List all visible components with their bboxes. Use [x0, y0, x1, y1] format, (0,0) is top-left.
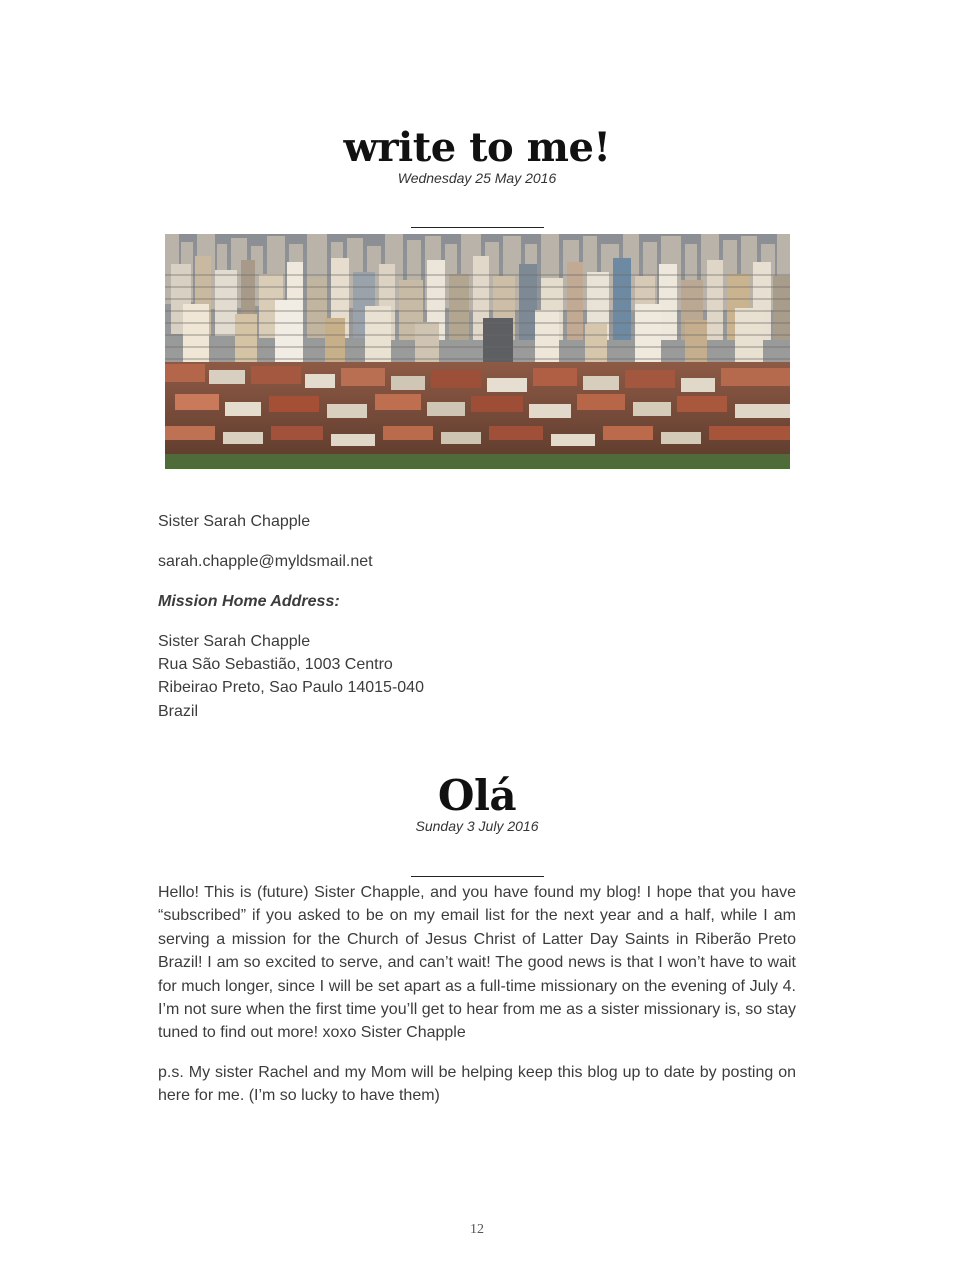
post-title: write to me! — [343, 124, 611, 171]
post-date: Sunday 3 July 2016 — [415, 818, 539, 834]
page-number: 12 — [470, 1222, 484, 1237]
address-line: Rua São Sebastião, 1003 Centro — [158, 656, 393, 673]
title-divider — [411, 876, 544, 877]
address-line: Sister Sarah Chapple — [158, 633, 311, 650]
address-line: Brazil — [158, 703, 199, 720]
post-paragraph: p.s. My sister Rachel and my Mom will be helping keep this blog up to date by posting on here for me. (I’m so lucky to have them) — [158, 1064, 796, 1105]
contact-name: Sister Sarah Chapple — [158, 513, 311, 530]
city-skyline-photo — [165, 234, 790, 469]
address-line: Ribeirao Preto, Sao Paulo 14015-040 — [158, 679, 424, 696]
contact-email[interactable]: sarah.chapple@myldsmail.net — [158, 553, 373, 570]
post-paragraph: Hello! This is (future) Sister Chapple, and you have found my blog! I hope that you have “subscribed” if you asked to be on my email list for the next year and a half, while I am serving a mission for the Church of Jesus Christ of Latter Day Saints in Riberão Preto Brazil! I am so excited to serve, and can’t wait! The good news is that I won’t have to wait for much longer, since I will be set apart as a full-time missionary on the evening of July 4. I’m not sure when the first time you’ll get to hear from me as a sister missionary is, so stay tuned to find out more! xoxo Sister Chapple — [158, 884, 796, 1042]
address-heading: Mission Home Address: — [158, 593, 340, 610]
title-divider — [411, 227, 544, 228]
post-date: Wednesday 25 May 2016 — [397, 170, 557, 186]
post-title: Olá — [437, 771, 517, 820]
